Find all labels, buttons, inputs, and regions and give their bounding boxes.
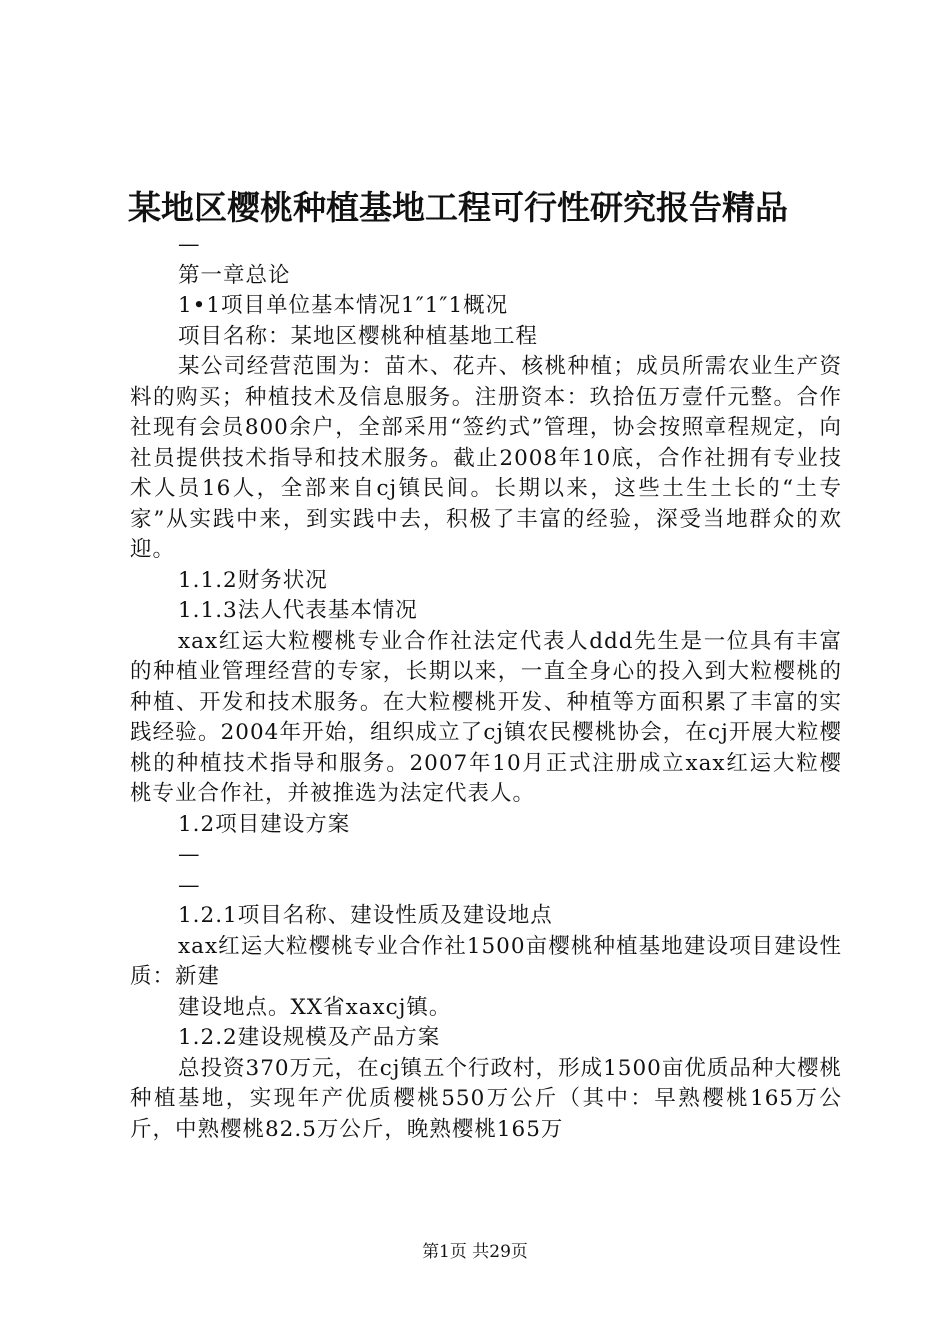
section-heading-1-1-2: 1.1.2财务状况 bbox=[178, 567, 328, 593]
section-heading-1-1: 1•1项目单位基本情况1″1″1概况 bbox=[178, 293, 509, 318]
project-paragraph: xax红运大粒樱桃专业合作社1500亩樱桃种植基地建设项目建设性质：新建 bbox=[130, 933, 842, 989]
document-body bbox=[130, 230, 842, 1145]
legal-representative-paragraph: xax红运大粒樱桃专业合作社法定代表人ddd先生是一位具有丰富的种植业管理经营的专家，长期以来，一直全身心的投入到大粒樱桃的种植、开发和技术服务。在大粒樱桃开发、种植等方面积累了丰富的实践经验。2004年开始，组织成立了cj镇农民樱桃协会，在cj开展大粒樱桃的种植技术指导和服务。2007年10月正式注册成立xax红运大粒樱桃专业合作社，并被推选为法定代表人。 bbox=[130, 628, 842, 806]
section-heading-1-2-1: 1.2.1项目名称、建设性质及建设地点 bbox=[178, 903, 553, 928]
scale-paragraph: 总投资370万元，在cj镇五个行政村，形成1500亩优质品种大樱桃种植基地，实现年产优质樱桃550万公斤（其中：早熟樱桃165万公斤，中熟樱桃82.5万公斤，晚熟樱桃165万 bbox=[130, 1055, 842, 1142]
company-paragraph: 某公司经营范围为：苗木、花卉、核桃种植；成员所需农业生产资料的购买；种植技术及信息服务。注册资本：玖拾伍万壹仟元整。合作社现有会员800余户，全部采用“签约式”管理，协会按照章程规定，向社员提供技术指导和技术服务。截止2008年10底，合作社拥有专业技术人员16人，全部来自cj镇民间。长期以来，这些土生土长的“土专家”从实践中来，到实践中去，积极了丰富的经验，深受当地群众的欢迎。 bbox=[130, 354, 842, 562]
section-heading-1-2: 1.2项目建设方案 bbox=[178, 811, 351, 837]
page-footer: 第1页 共29页 bbox=[422, 1242, 528, 1262]
project-name-line: 项目名称：某地区樱桃种植基地工程 bbox=[178, 323, 539, 349]
separator-dash: — bbox=[178, 842, 201, 867]
section-heading-1-1-3: 1.1.3法人代表基本情况 bbox=[178, 598, 418, 623]
document-title: 某地区樱桃种植基地工程可行性研究报告精品 bbox=[128, 188, 788, 227]
separator-dash: — bbox=[178, 872, 201, 898]
section-heading-1-2-2: 1.2.2建设规模及产品方案 bbox=[178, 1025, 441, 1050]
location-line: 建设地点。XX省xaxcj镇。 bbox=[178, 994, 452, 1020]
separator-dash: — bbox=[178, 232, 201, 257]
chapter-heading: 第一章总论 bbox=[178, 262, 291, 288]
